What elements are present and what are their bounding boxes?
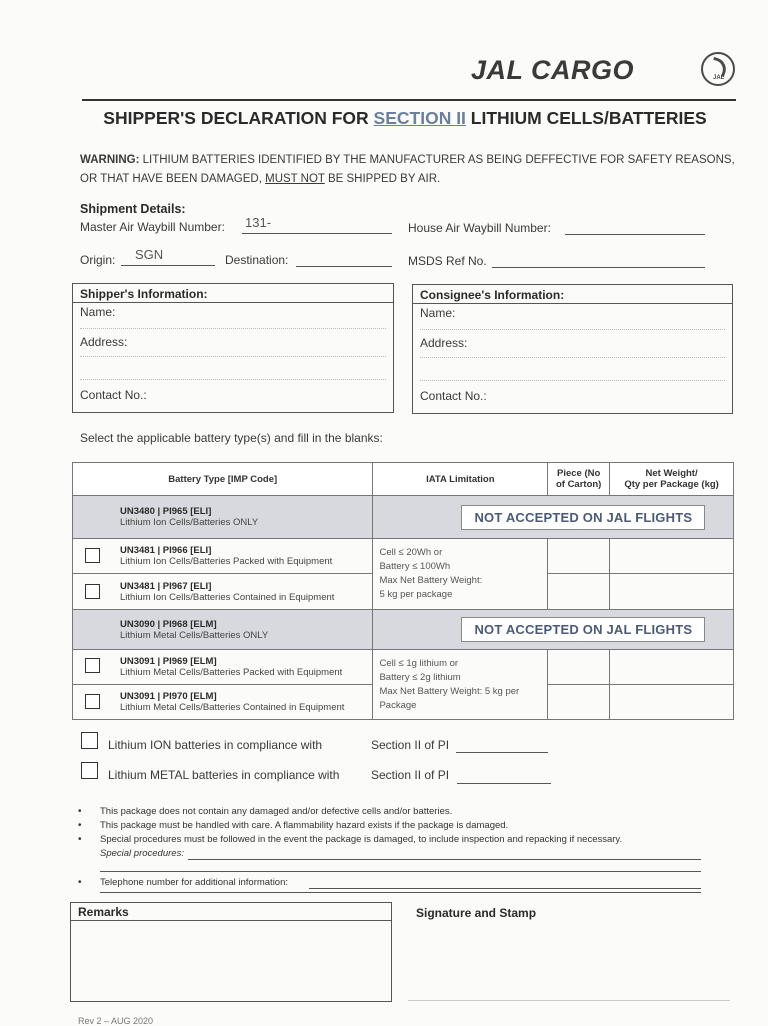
hawb-label: House Air Waybill Number:	[408, 221, 551, 235]
table-row	[73, 610, 734, 650]
metal-section-label: Section II of PI	[371, 768, 450, 782]
special-procedures-label: Special procedures:	[100, 848, 184, 859]
type-code: UN3091 | PI969 [ELM]	[120, 656, 217, 667]
crane-logo-icon	[701, 52, 735, 86]
ion-compliance-label: Lithium ION batteries in compliance with	[108, 738, 323, 752]
type-cell	[73, 539, 373, 574]
consignee-address-label: Address:	[420, 336, 468, 350]
type-cell	[73, 496, 373, 539]
type-code: UN3480 | PI965 [ELI]	[120, 506, 212, 517]
header-rule	[82, 99, 736, 101]
msds-field[interactable]	[492, 253, 705, 268]
not-accepted-badge: NOT ACCEPTED ON JAL FLIGHTS	[461, 617, 705, 642]
type-cell	[73, 574, 373, 610]
piece-input-cell[interactable]	[548, 650, 610, 685]
origin-value: SGN	[135, 247, 164, 262]
consignee-contact-label: Contact No.:	[420, 389, 487, 403]
ion-limit-line: Cell ≤ 20Wh or	[379, 547, 443, 558]
piece-input-cell[interactable]	[548, 685, 610, 720]
remarks-box[interactable]	[70, 902, 392, 1002]
iata-limit-cell	[373, 539, 548, 610]
ion-limit-line: 5 kg per package	[379, 589, 453, 600]
remarks-heading: Remarks	[78, 905, 129, 919]
metal-pi-field[interactable]	[457, 769, 551, 784]
bullet-item: • This package does not contain any damaged and/or defective cells and/or batteries.	[78, 805, 708, 819]
shipper-info-box	[72, 283, 394, 413]
type-desc: Lithium Metal Cells/Batteries Contained in Equipment	[120, 702, 345, 713]
shipment-details-heading: Shipment Details:	[80, 202, 186, 216]
type-cell	[73, 685, 373, 720]
logo-text: JAL CARGO	[471, 55, 635, 85]
not-accepted-cell	[373, 610, 734, 650]
consignee-address-field[interactable]	[420, 357, 725, 358]
metal-limit-line: Cell ≤ 1g lithium or	[379, 657, 459, 669]
battery-type-table	[72, 462, 734, 720]
telephone-field[interactable]	[309, 876, 701, 889]
shipper-name-field[interactable]	[80, 328, 386, 329]
origin-field[interactable]	[121, 247, 215, 266]
header-piece-line2: of Carton)	[555, 479, 602, 490]
declaration-bullets	[78, 805, 708, 893]
shipper-name-label: Name:	[80, 305, 116, 319]
piece-input-cell[interactable]	[548, 539, 610, 574]
consignee-info-box	[412, 284, 733, 414]
warning-must-not: MUST NOT	[265, 173, 325, 185]
header-iata-limitation: IATA Limitation	[373, 463, 548, 496]
type-desc: Lithium Metal Cells/Batteries ONLY	[120, 629, 269, 641]
consignee-heading: Consignee's Information:	[420, 288, 565, 302]
type-code: UN3481 | PI967 [ELI]	[120, 580, 212, 592]
warning-label: WARNING:	[80, 154, 140, 166]
destination-label: Destination:	[225, 253, 289, 267]
shipper-heading: Shipper's Information:	[80, 287, 208, 301]
header-piece	[548, 463, 610, 496]
jal-cargo-logo	[471, 52, 737, 90]
mawb-field[interactable]	[242, 215, 392, 234]
consignee-address-field-2[interactable]	[420, 380, 725, 381]
type-code: UN3091 | PI970 [ELM]	[120, 691, 217, 702]
consignee-name-field[interactable]	[420, 329, 725, 330]
msds-label: MSDS Ref No.	[408, 254, 487, 268]
ion-section-label: Section II of PI	[371, 738, 450, 752]
bullet-item: • Special procedures must be followed in the event the package is damaged, to include inspection and repacking if necessary.	[78, 833, 708, 847]
type-desc: Lithium Ion Cells/Batteries Contained in Equipment	[120, 591, 335, 603]
warning-line2c: BE SHIPPED BY AIR.	[324, 173, 441, 185]
not-accepted-cell	[373, 496, 734, 539]
ion-compliance-checkbox[interactable]	[81, 732, 98, 749]
title-highlight: SECTION II	[373, 108, 466, 128]
shipper-address-field[interactable]	[80, 356, 386, 357]
consignee-name-label: Name:	[420, 306, 456, 320]
signature-heading: Signature and Stamp	[416, 906, 537, 920]
pi967-checkbox[interactable]	[85, 584, 100, 599]
table-row	[73, 650, 734, 685]
type-desc: Lithium Ion Cells/Batteries ONLY	[120, 517, 259, 528]
weight-input-cell[interactable]	[610, 574, 734, 610]
weight-input-cell[interactable]	[610, 539, 734, 574]
header-piece-line1: Piece (No	[557, 468, 601, 479]
pi970-checkbox[interactable]	[85, 694, 100, 709]
revision-footer: Rev 2 – AUG 2020	[78, 1016, 154, 1026]
type-desc: Lithium Ion Cells/Batteries Packed with Equipment	[120, 556, 333, 567]
bullet-item: • This package must be handled with care. A flammability hazard exists if the package is damaged.	[78, 819, 708, 833]
warning-line1: LITHIUM BATTERIES IDENTIFIED BY THE MANUFACTURER AS BEING DEFFECTIVE FOR SAFETY REASONS,	[139, 154, 735, 166]
logo-badge-text: JAL	[713, 75, 725, 81]
shipper-address-field-2[interactable]	[80, 379, 386, 380]
metal-limit-line: Package	[379, 699, 417, 711]
piece-input-cell[interactable]	[548, 574, 610, 610]
telephone-label: Telephone number for additional information:	[100, 877, 289, 888]
ion-pi-field[interactable]	[456, 738, 548, 753]
metal-compliance-label: Lithium METAL batteries in compliance with	[108, 768, 340, 782]
metal-limit-line: Battery ≤ 2g lithium	[379, 671, 461, 683]
table-row	[73, 539, 734, 574]
shipper-address-label: Address:	[80, 335, 128, 349]
form-title	[80, 108, 730, 129]
hawb-field[interactable]	[565, 220, 705, 235]
ion-limit-line: Battery ≤ 100Wh	[379, 561, 451, 572]
type-code: UN3481 | PI966 [ELI]	[120, 545, 212, 556]
ion-limit-line: Max Net Battery Weight:	[379, 575, 483, 586]
weight-input-cell[interactable]	[610, 685, 734, 720]
bullet-item	[78, 876, 708, 890]
type-cell	[73, 650, 373, 685]
pi966-checkbox[interactable]	[85, 548, 100, 563]
destination-field[interactable]	[296, 252, 392, 267]
metal-limit-line: Max Net Battery Weight: 5 kg per	[379, 685, 520, 697]
header-net-weight	[610, 463, 734, 496]
title-prefix: SHIPPER'S DECLARATION FOR	[103, 108, 374, 128]
mawb-value: 131-	[245, 215, 272, 230]
header-battery-type: Battery Type [IMP Code]	[73, 463, 373, 496]
select-instruction: Select the applicable battery type(s) and fill in the blanks:	[80, 431, 383, 445]
type-desc: Lithium Metal Cells/Batteries Packed with Equipment	[120, 667, 343, 678]
iata-limit-cell	[373, 650, 548, 720]
title-suffix: LITHIUM CELLS/BATTERIES	[465, 108, 707, 128]
metal-compliance-checkbox[interactable]	[81, 762, 98, 779]
warning-text	[80, 151, 740, 189]
origin-label: Origin:	[80, 253, 116, 267]
special-procedures-field-2[interactable]	[100, 861, 701, 872]
mawb-label: Master Air Waybill Number:	[80, 220, 225, 234]
weight-input-cell[interactable]	[610, 650, 734, 685]
type-code: UN3090 | PI968 [ELM]	[120, 618, 217, 630]
not-accepted-badge: NOT ACCEPTED ON JAL FLIGHTS	[461, 505, 705, 530]
pi969-checkbox[interactable]	[85, 658, 100, 673]
telephone-field-2[interactable]	[100, 890, 701, 893]
warning-line2a: OR THAT HAVE BEEN DAMAGED,	[80, 173, 266, 185]
table-row	[73, 496, 734, 539]
header-weight-line1: Net Weight/	[645, 468, 698, 479]
table-header-row	[73, 463, 734, 496]
header-weight-line2: Qty per Package (kg)	[624, 479, 719, 490]
type-cell	[73, 610, 373, 650]
signature-area[interactable]	[408, 1000, 730, 1001]
shipper-contact-label: Contact No.:	[80, 388, 147, 402]
special-procedures-field[interactable]	[188, 847, 701, 860]
